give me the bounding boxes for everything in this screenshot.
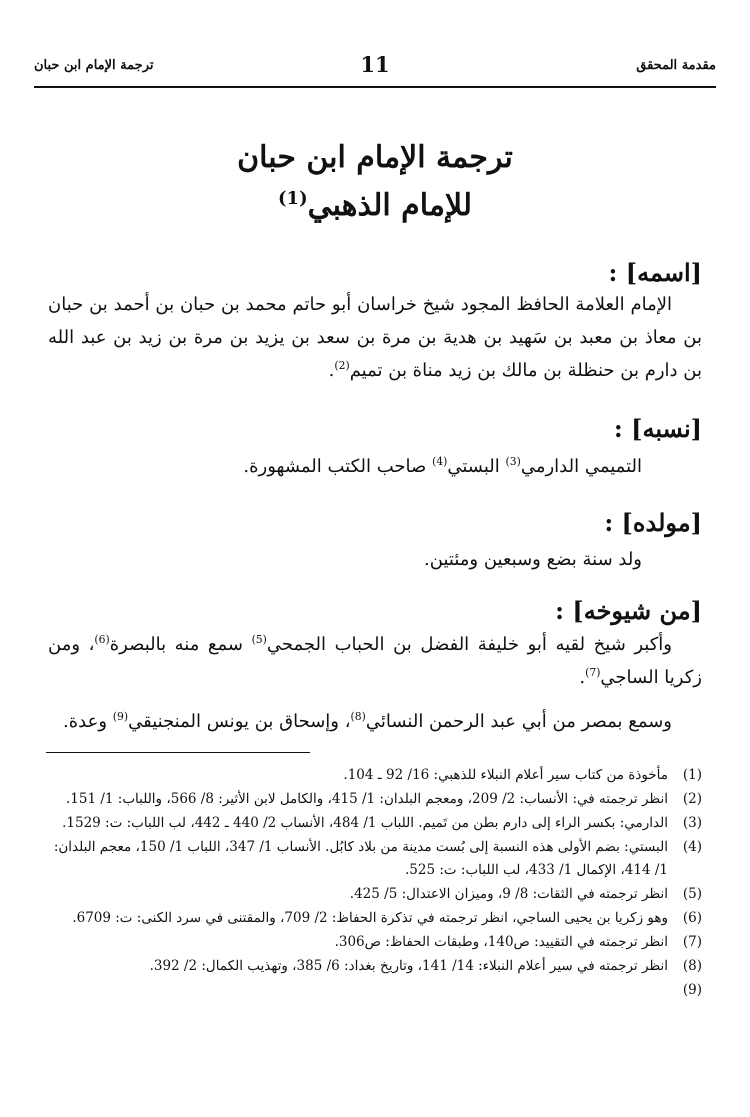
footnote-separator — [46, 752, 310, 753]
running-header — [34, 50, 716, 82]
paragraph-teachers-1 — [48, 628, 702, 694]
footnote-ref-6[interactable]: (6) — [94, 633, 110, 646]
teachers-p1-a: وأكبر شيخ لقيه أبو خليفة الفضل بن الحباب الجمحي — [266, 634, 672, 655]
lineage-text-a: التميمي الدارمي — [520, 456, 642, 477]
footnote-text: الدارمي: بكسر الراء إلى دارم بطن من تَميم. اللباب 1/ 484، الأنساب 2/ 440 ـ 442، لب اللباب: ت: 1529. — [62, 815, 668, 831]
teachers-p2-c: وعدة. — [63, 711, 113, 732]
footnote-text: انظر ترجمته في الثقات: 8/ 9، وميزان الاعتدال: 5/ 425. — [349, 886, 668, 902]
teachers-p1-c: ، ومن زكريا الساجي — [48, 634, 702, 688]
footnote-text: مأخوذة من كتاب سير أعلام النبلاء للذهبي: 16/ 92 ـ 104. — [343, 767, 668, 783]
footnote-7 — [48, 931, 702, 954]
footnote-ref-4[interactable]: (4) — [432, 455, 448, 468]
footnote-8 — [48, 955, 702, 978]
paragraph-name — [48, 288, 702, 387]
footnote-text: انظر ترجمته في سير أعلام النبلاء: 14/ 141، وتاريخ بغداد: 6/ 385، وتهذيب الكمال: 2/ 392. — [149, 958, 668, 974]
footnote-text: انظر ترجمته في التقييد: ص140، وطبقات الحفاظ: ص306. — [334, 934, 668, 950]
paragraph-lineage — [48, 450, 702, 483]
lineage-text-b: البستي — [447, 456, 506, 477]
teachers-p2-a: وسمع بمصر من أبي عبد الرحمن النسائي — [365, 711, 672, 732]
footnote-3 — [48, 812, 702, 835]
page-number: 11 — [360, 52, 390, 77]
lineage-text-c: صاحب الكتب المشهورة. — [243, 456, 433, 477]
teachers-p1-b: سمع منه بالبصرة — [109, 634, 252, 655]
footnote-1 — [48, 764, 702, 787]
footnote-ref-3[interactable]: (3) — [505, 455, 521, 468]
footnote-number: (1) — [682, 767, 702, 783]
footnote-2 — [48, 788, 702, 811]
section-heading-name: [اسمه] : — [608, 258, 702, 287]
footnote-6 — [48, 907, 702, 930]
title-footnote-ref[interactable]: (1) — [278, 188, 308, 209]
footnote-5 — [48, 883, 702, 906]
chapter-title — [34, 134, 716, 230]
paragraph-birth: ولد سنة بضع وسبعين ومئتين. — [424, 549, 642, 570]
footnote-ref-9[interactable]: (9) — [112, 710, 129, 723]
header-rule — [34, 86, 716, 88]
section-heading-teachers: [من شيوخه] : — [555, 596, 702, 625]
footnote-number: (7) — [682, 934, 702, 950]
footnote-ref-5[interactable]: (5) — [251, 633, 267, 646]
header-chapter-title: ترجمة الإمام ابن حبان — [34, 58, 154, 73]
footnote-number: (6) — [682, 910, 702, 926]
footnote-number: (5) — [682, 886, 702, 902]
title-line-2 — [34, 182, 716, 230]
footnote-number: (8) — [682, 958, 702, 974]
footnote-4 — [48, 836, 702, 882]
name-end: . — [328, 360, 335, 381]
footnote-text: البستي: بضم الأولى هذه النسبة إلى بُست مدينة من بلاد كابُل. الأنساب 1/ 347، اللباب 1/ 150، معجم البلدان: 1/ 414، الإكمال 1/ 433، لب اللباب: ت: 525. — [53, 839, 668, 878]
paragraph-teachers-2 — [48, 705, 702, 738]
teachers-p2-b: ، وإسحاق بن يونس المنجنيقي — [128, 711, 351, 732]
footnote-ref-8[interactable]: (8) — [350, 710, 366, 723]
footnote-ref-2[interactable]: (2) — [334, 359, 350, 372]
footnote-number: (3) — [682, 815, 702, 831]
title-line-2-text: للإمام الذهبي — [307, 188, 472, 223]
footnote-number: (4) — [682, 839, 702, 855]
section-heading-birth: [مولده] : — [604, 508, 702, 537]
footnote-text: وهو زكريا بن يحيى الساجي، انظر ترجمته في تذكرة الحفاظ: 2/ 709، والمقتنى في سرد الكنى: ت: 6709. — [72, 910, 668, 926]
footnote-ref-7[interactable]: (7) — [585, 666, 601, 679]
title-line-1: ترجمة الإمام ابن حبان — [237, 140, 513, 175]
footnote-number: (2) — [682, 791, 702, 807]
section-heading-lineage: [نسبه] : — [613, 414, 702, 443]
teachers-p1-d: . — [579, 667, 586, 688]
footnote-text: انظر ترجمته في: الأنساب: 2/ 209، ومعجم البلدان: 1/ 415، والكامل لابن الأثير: 8/ 566، واللباب: 1/ 151. — [65, 791, 668, 807]
header-section-title: مقدمة المحقق — [636, 58, 716, 73]
name-text: الإمام العلامة الحافظ المجود شيخ خراسان أبو حاتم محمد بن حبان بن أحمد بن حبان بن معاذ بن معبد بن سَهيد بن هدية بن مرة بن سعد بن يزيد بن مرة بن زيد بن عبد الله بن دارم بن حنظلة بن مالك بن زيد مناة بن تميم — [48, 294, 702, 381]
footnotes — [48, 764, 702, 998]
footnote-number: (9) — [682, 982, 702, 998]
